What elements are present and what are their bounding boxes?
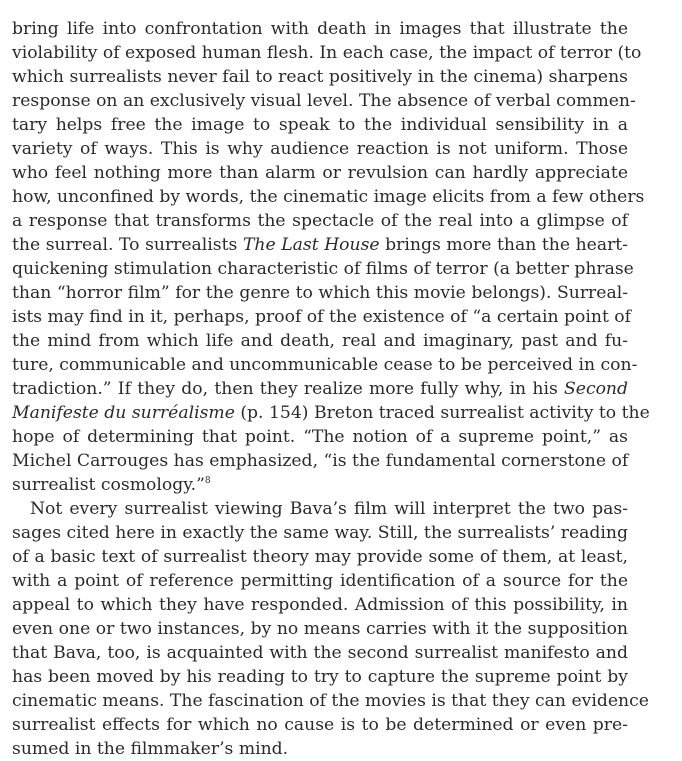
book-title: Second xyxy=(564,379,628,399)
text-line: ists may find in it, perhaps, proof of the existence of “a certain point of xyxy=(12,307,632,327)
text-line: which surrealists never fail to react positively in the cinema) sharpens xyxy=(12,67,628,87)
text-line xyxy=(12,377,628,401)
text-line: cinematic means. The fascination of the movies is that they can evidence xyxy=(12,691,649,711)
text-run: brings more than the heart- xyxy=(379,235,628,255)
text-line: surrealist effects for which no cause is to be determined or even pre- xyxy=(12,715,628,735)
text-line xyxy=(12,401,650,425)
text-run: the surreal. To surrealists xyxy=(12,235,243,255)
text-line: a response that transforms the spectacle of the real into a glimpse of xyxy=(12,211,628,231)
text-line xyxy=(12,473,628,497)
text-line: response on an exclusively visual level. The absence of verbal commen- xyxy=(12,91,636,111)
text-line: Michel Carrouges has emphasized, “is the fundamental cornerstone of xyxy=(12,451,629,471)
text-line: that Bava, too, is acquainted with the second surrealist manifesto and xyxy=(12,643,628,663)
film-title: The Last House xyxy=(242,235,380,255)
text-line: the mind from which life and death, real and imaginary, past and fu- xyxy=(12,331,628,351)
text-line: who feel nothing more than alarm or revulsion can hardly appreciate xyxy=(12,163,628,183)
text-run: surrealist cosmology.” xyxy=(12,475,205,495)
text-line: hope of determining that point. “The notion of a supreme point,” as xyxy=(12,427,628,447)
text-run: (p. 154) Breton traced surrealist activity to the xyxy=(234,403,650,423)
text-run: tradiction.” If they do, then they realize more fully why, in his xyxy=(12,379,564,399)
text-line: violability of exposed human flesh. In each case, the impact of terror (to xyxy=(12,43,642,63)
text-line: bring life into confrontation with death in images that illustrate the xyxy=(12,19,628,39)
text-line: than “horror film” for the genre to which this movie belongs). Surreal- xyxy=(12,283,628,303)
text-line: ture, communicable and uncommunicable cease to be perceived in con- xyxy=(12,355,638,375)
text-line: with a point of reference permitting identification of a source for the xyxy=(12,571,628,591)
footnote-marker[interactable]: 8 xyxy=(204,476,211,486)
book-title: Manifeste du surréalisme xyxy=(12,403,235,423)
text-line: sages cited here in exactly the same way. Still, the surrealists’ reading xyxy=(12,523,628,543)
text-line: sumed in the filmmaker’s mind. xyxy=(12,739,289,759)
text-line: of a basic text of surrealist theory may provide some of them, at least, xyxy=(12,547,628,567)
text-line: has been moved by his reading to try to capture the supreme point by xyxy=(12,667,628,687)
text-line: tary helps free the image to speak to the individual sensibility in a xyxy=(12,115,628,135)
text-line: how, unconfined by words, the cinematic image elicits from a few others xyxy=(12,187,645,207)
text-line: appeal to which they have responded. Admission of this possibility, in xyxy=(12,595,628,615)
text-line: quickening stimulation characteristic of films of terror (a better phrase xyxy=(12,259,634,279)
text-line: Not every surrealist viewing Bava’s film will interpret the two pas- xyxy=(30,499,628,519)
text-line: even one or two instances, by no means carries with it the supposition xyxy=(12,619,628,639)
text-line xyxy=(12,233,628,257)
text-line: variety of ways. This is why audience reaction is not uniform. Those xyxy=(12,139,628,159)
